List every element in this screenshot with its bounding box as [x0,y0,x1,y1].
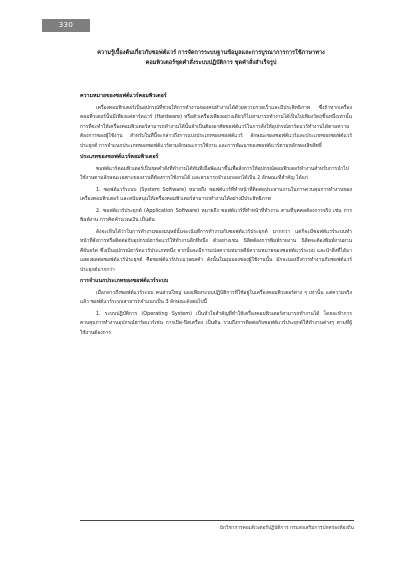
paragraph: ดังจะเห็นได้ว่าในการทำงานของมนุษย์นั้นจะเน้นที่การทำงานกับซอฟต์แวร์ประยุกต์ มากกว่า แต่ก็จะมีซอฟต์แวร์ระบบทำหน้าที่สั่งการหรือติดต่อกับอุปกรณ์ฮาร์ดแวร์ให้ทำงานอีกทีหนึ่ง ตัวอย่างเช่น นิสิตต้องการพิมพ์รายงาน นิสิตจะต้องพิมพ์งานผ่านคีย์บอร์ด ซึ่งเป็นอุปกรณ์ฮาร์ดแวร์ประเภทหนึ่ง จากนั้นจะมีการแปลความหมายคีย์ความหมายของซอฟต์แวร์ระบบ และนำสิ่งที่ได้มาแสดงผลต่อซอฟต์แวร์ประยุกต์ คือซอฟต์แวร์ประมวลผลคำ ดังนั้นในมุมมองของผู้ใช้งานนั้น มักจะมองถึงการทำงานกับซอฟต์แวร์ประยุกต์มากกว่า [80,228,352,273]
section-heading-software-meaning: ความหมายของซอฟต์แวร์คอมพิวเตอร์ [80,93,167,99]
section-heading-software-types: ประเภทของซอฟต์แวร์คอมพิวเตอร์ [80,154,159,160]
section-heading-system-software-classification: การจำแนกประเภทของซอฟต์แวร์ระบบ [80,278,169,284]
list-item-system-software: 1. ซอฟต์แวร์ระบบ (System Software) หมายถึง ซอฟต์แวร์ที่ทำหน้าที่ติดต่อประสานงานในการควบคุมการทำงานของเครื่องคอมพิวเตอร์ และสนับสนุนให้เครื่องคอมพิวเตอร์สามารถทำงานได้อย่างมีประสิทธิภาพ [80,186,352,202]
footer-divider [80,520,354,521]
footer-text: นักวิชาการคอมพิวเตอร์ปฏิบัติการ กรมส่งเสริมการปกครองท้องถิ่น [219,526,354,531]
page-number-badge: 330 [42,19,90,32]
paragraph: ซอฟต์แวร์คอมพิวเตอร์เป็นชุดคำสั่งที่ทำงานได้ทันทีเมื่อพัฒนาขึ้นเพื่อสั่งการให้อุปกรณ์คอมพิวเตอร์ทำงานสำหรับการนำไปใช้งานตามลักษณะเฉพาะของงานที่ต้องการใช้งานได้ และสามารถจำแนกออกได้เป็น 2 ลักษณะที่สำคัญ ได้แก่ [80,165,349,181]
document-body [80,92,352,340]
list-item-application-software: 2. ซอฟต์แวร์ประยุกต์ (Application Software) หมายถึง ซอฟต์แวร์ที่ทำหน้าที่ทำงาน ตามที่บุคคลต้องการจริง เช่น การพิมพ์งาน การคิดคำนวณเงิน เป็นต้น [80,207,352,223]
paragraph: เครื่องคอมพิวเตอร์เป็นอุปกรณ์ที่ช่วยให้การทำงานของคนทำงานได้ด้วยความรวดเร็วและมีประสิทธิภาพ ซึ่งถ้าหากเครื่องคอมพิวเตอร์นั้นมีเพียงแค่ฮาร์ดแวร์ (Hardware) หรือตัวเครื่องเพียงอย่างเดียวก็ไม่สามารถทำงานได้เป็นไปเพียงวัตถุชิ้นหนึ่งเท่านั้น การที่จะทำให้เครื่องคอมพิวเตอร์สามารถทำงานได้นั้นจำเป็นต้องอาศัยซอฟต์แวร์ในการสั่งให้อุปกรณ์ฮาร์ดแวร์ทำงานได้ตามความต้องการของผู้ใช้งาน สำหรับในที่นี้จะกล่าวถึงการแบ่งประเภทของซอฟต์แวร์ ลักษณะของซอฟต์แวร์และประเภทของซอฟต์แวร์ประยุกต์ การจำแนกประเภทของซอฟต์แวร์ตามลักษณะการใช้งาน และการพัฒนาของซอฟต์แวร์ตามหลักของลิขสิทธิ์ [80,104,352,149]
title-line-1: ความรู้เบื้องต้นเกี่ยวกับซอฟต์แวร์ การจัดการระบบฐานข้อมูลและการบูรณาการการใช้ภาษาทาง [97,50,325,56]
title-line-2: คอมพิวเตอร์ชุดคำสั่งระบบปฏิบัติการ ชุดคำสั่งสำเร็จรูป [145,60,277,66]
list-item-operating-system: 1. ระบบปฏิบัติการ (Operating System) เป็นหัวใจสำคัญที่ทำให้เครื่องคอมพิวเตอร์สามารถทำงานได้ โดยจะทำการควบคุมการทำงานอุปกรณ์ฮาร์ดแวร์เช่น การเปิด-ปิดเครื่อง เป็นต้น รวมถึงการติดต่อกับซอฟต์แวร์ประยุกต์ให้ทำงานต่างๆ ตามที่ผู้ใช้งานต้องการ [80,310,352,336]
document-title [82,48,340,68]
paragraph: เมื่อกล่าวถึงซอฟต์แวร์ระบบ คนส่วนใหญ่ มองเพียงระบบปฏิบัติการที่ใช้อยู่ในเครื่องคอมพิวเตอร์ต่าง ๆ เท่านั้น แต่ความจริงแล้ว ซอฟต์แวร์ระบบสามารถจำแนกเป็น 3 ลักษณะดังต่อไปนี้ [80,289,352,305]
